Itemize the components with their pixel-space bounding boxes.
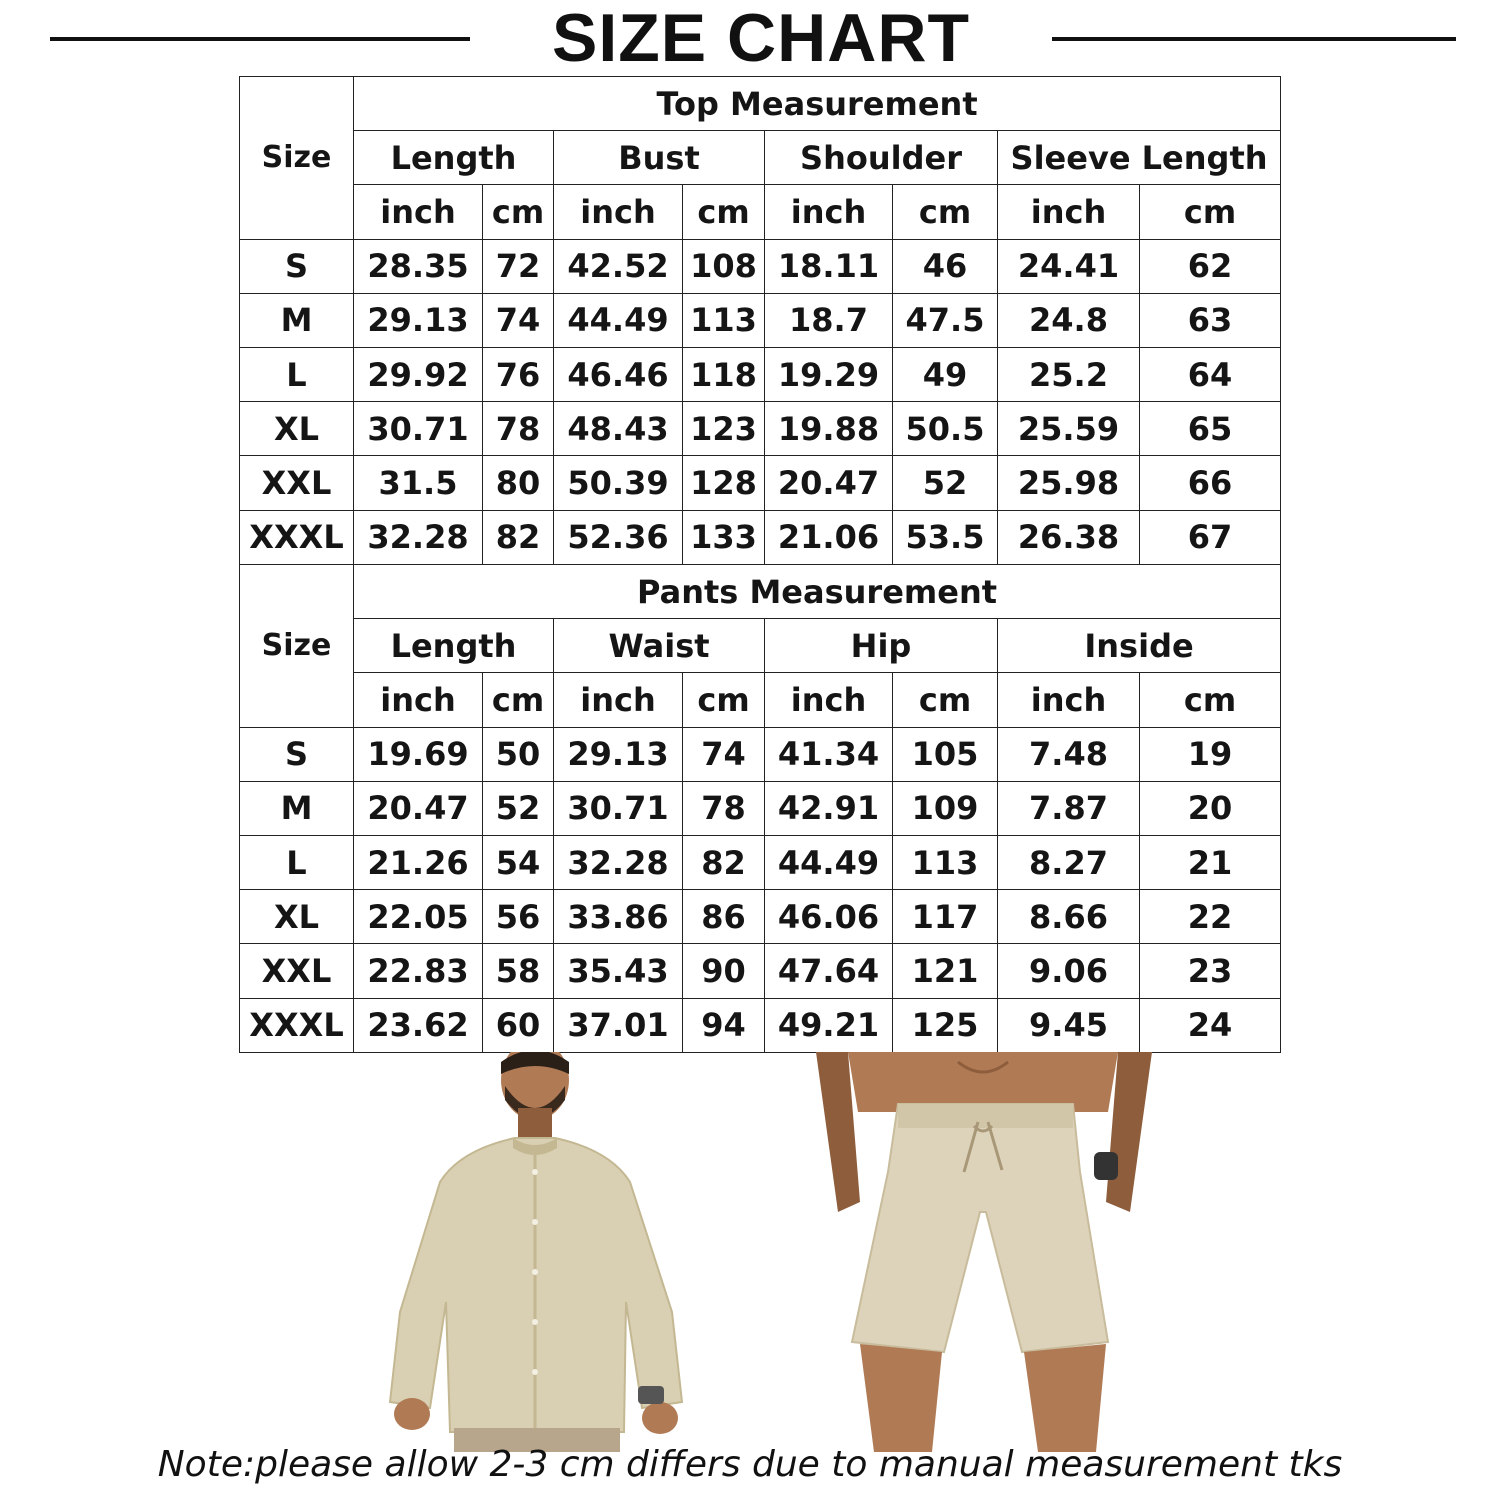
- pants-unit-header: cm: [683, 673, 765, 727]
- value-cell: 48.43: [554, 402, 683, 456]
- value-cell: 90: [683, 944, 765, 998]
- value-cell: 46.46: [554, 347, 683, 401]
- value-cell: 28.35: [354, 239, 483, 293]
- model-hand-left: [394, 1398, 430, 1430]
- size-cell: XXXL: [240, 998, 354, 1052]
- pants-unit-header: cm: [893, 673, 998, 727]
- title-rule-right: [1052, 37, 1456, 41]
- value-cell: 32.28: [554, 835, 683, 889]
- value-cell: 117: [893, 890, 998, 944]
- top-unit-header: inch: [998, 185, 1140, 239]
- pants-unit-header: inch: [354, 673, 483, 727]
- pants-unit-header: inch: [765, 673, 893, 727]
- top-unit-header: cm: [483, 185, 554, 239]
- value-cell: 30.71: [354, 402, 483, 456]
- value-cell: 44.49: [554, 293, 683, 347]
- value-cell: 50: [483, 727, 554, 781]
- value-cell: 52: [483, 781, 554, 835]
- table-row: [240, 781, 1281, 835]
- top-unit-header: cm: [893, 185, 998, 239]
- value-cell: 94: [683, 998, 765, 1052]
- value-cell: 52: [893, 456, 998, 510]
- value-cell: 25.98: [998, 456, 1140, 510]
- shirt-button: [532, 1219, 538, 1225]
- value-cell: 7.87: [998, 781, 1140, 835]
- value-cell: 67: [1140, 510, 1281, 564]
- top-measure-header: Bust: [554, 131, 765, 185]
- value-cell: 50.39: [554, 456, 683, 510]
- value-cell: 25.2: [998, 347, 1140, 401]
- value-cell: 29.13: [354, 293, 483, 347]
- value-cell: 123: [683, 402, 765, 456]
- value-cell: 78: [683, 781, 765, 835]
- value-cell: 22.05: [354, 890, 483, 944]
- value-cell: 42.91: [765, 781, 893, 835]
- table-row: [240, 347, 1281, 401]
- table-row: [240, 944, 1281, 998]
- value-cell: 58: [483, 944, 554, 998]
- model-leg-right: [1024, 1344, 1106, 1452]
- value-cell: 20.47: [765, 456, 893, 510]
- size-cell: L: [240, 835, 354, 889]
- value-cell: 26.38: [998, 510, 1140, 564]
- value-cell: 21.26: [354, 835, 483, 889]
- top-size-header: Size: [240, 77, 354, 240]
- value-cell: 47.5: [893, 293, 998, 347]
- table-row: [240, 890, 1281, 944]
- value-cell: 54: [483, 835, 554, 889]
- pants-measure-header: Waist: [554, 619, 765, 673]
- value-cell: 60: [483, 998, 554, 1052]
- table-row: [240, 510, 1281, 564]
- value-cell: 8.66: [998, 890, 1140, 944]
- title-bar: [0, 0, 1500, 76]
- value-cell: 31.5: [354, 456, 483, 510]
- value-cell: 108: [683, 239, 765, 293]
- value-cell: 9.06: [998, 944, 1140, 998]
- value-cell: 133: [683, 510, 765, 564]
- value-cell: 37.01: [554, 998, 683, 1052]
- value-cell: 86: [683, 890, 765, 944]
- value-cell: 20.47: [354, 781, 483, 835]
- value-cell: 35.43: [554, 944, 683, 998]
- size-cell: L: [240, 347, 354, 401]
- pants-measurement-table: [239, 564, 1281, 1053]
- value-cell: 109: [893, 781, 998, 835]
- pants-unit-header: inch: [998, 673, 1140, 727]
- size-cell: XXL: [240, 456, 354, 510]
- value-cell: 82: [483, 510, 554, 564]
- top-measure-header: Shoulder: [765, 131, 998, 185]
- pants-unit-header: inch: [554, 673, 683, 727]
- value-cell: 74: [683, 727, 765, 781]
- value-cell: 18.7: [765, 293, 893, 347]
- pants-measure-header: Inside: [998, 619, 1281, 673]
- value-cell: 42.52: [554, 239, 683, 293]
- value-cell: 18.11: [765, 239, 893, 293]
- value-cell: 23: [1140, 944, 1281, 998]
- value-cell: 20: [1140, 781, 1281, 835]
- pants-measure-header: Length: [354, 619, 554, 673]
- value-cell: 118: [683, 347, 765, 401]
- value-cell: 62: [1140, 239, 1281, 293]
- value-cell: 25.59: [998, 402, 1140, 456]
- value-cell: 76: [483, 347, 554, 401]
- top-measurement-table: [239, 76, 1281, 565]
- page-title: SIZE CHART: [552, 0, 970, 76]
- top-unit-header: cm: [1140, 185, 1281, 239]
- pants-unit-header: cm: [483, 673, 554, 727]
- title-rule-left: [50, 37, 470, 41]
- value-cell: 44.49: [765, 835, 893, 889]
- value-cell: 65: [1140, 402, 1281, 456]
- table-row: [240, 456, 1281, 510]
- top-unit-header: inch: [765, 185, 893, 239]
- table-row: [240, 998, 1281, 1052]
- value-cell: 22: [1140, 890, 1281, 944]
- value-cell: 49.21: [765, 998, 893, 1052]
- value-cell: 64: [1140, 347, 1281, 401]
- value-cell: 41.34: [765, 727, 893, 781]
- value-cell: 19.29: [765, 347, 893, 401]
- size-cell: XL: [240, 890, 354, 944]
- value-cell: 125: [893, 998, 998, 1052]
- value-cell: 19.69: [354, 727, 483, 781]
- size-cell: S: [240, 727, 354, 781]
- table-row: [240, 835, 1281, 889]
- top-measure-header: Length: [354, 131, 554, 185]
- pants-size-header: Size: [240, 565, 354, 728]
- footnote: Note:please allow 2-3 cm differs due to manual measurement tks: [157, 1444, 1343, 1485]
- value-cell: 121: [893, 944, 998, 998]
- value-cell: 53.5: [893, 510, 998, 564]
- value-cell: 113: [893, 835, 998, 889]
- pants-measure-header: Hip: [765, 619, 998, 673]
- model-hand-right: [642, 1402, 678, 1434]
- size-cell: XL: [240, 402, 354, 456]
- value-cell: 113: [683, 293, 765, 347]
- top-section-title: Top Measurement: [354, 77, 1281, 131]
- value-cell: 46.06: [765, 890, 893, 944]
- value-cell: 32.28: [354, 510, 483, 564]
- value-cell: 19: [1140, 727, 1281, 781]
- pants-section-title: Pants Measurement: [354, 565, 1281, 619]
- size-cell: S: [240, 239, 354, 293]
- table-row: [240, 239, 1281, 293]
- value-cell: 24.41: [998, 239, 1140, 293]
- shorts-model-image: [808, 1052, 1158, 1452]
- value-cell: 29.13: [554, 727, 683, 781]
- size-cell: M: [240, 781, 354, 835]
- value-cell: 74: [483, 293, 554, 347]
- value-cell: 82: [683, 835, 765, 889]
- value-cell: 78: [483, 402, 554, 456]
- top-unit-header: inch: [354, 185, 483, 239]
- value-cell: 21.06: [765, 510, 893, 564]
- value-cell: 22.83: [354, 944, 483, 998]
- value-cell: 72: [483, 239, 554, 293]
- value-cell: 52.36: [554, 510, 683, 564]
- table-row: [240, 293, 1281, 347]
- value-cell: 63: [1140, 293, 1281, 347]
- value-cell: 24.8: [998, 293, 1140, 347]
- shirt-button: [532, 1269, 538, 1275]
- value-cell: 56: [483, 890, 554, 944]
- value-cell: 47.64: [765, 944, 893, 998]
- shirt-button: [532, 1369, 538, 1375]
- value-cell: 29.92: [354, 347, 483, 401]
- value-cell: 80: [483, 456, 554, 510]
- shorts-waistband: [898, 1104, 1073, 1128]
- value-cell: 128: [683, 456, 765, 510]
- value-cell: 49: [893, 347, 998, 401]
- value-cell: 33.86: [554, 890, 683, 944]
- value-cell: 8.27: [998, 835, 1140, 889]
- value-cell: 105: [893, 727, 998, 781]
- top-unit-header: inch: [554, 185, 683, 239]
- table-row: [240, 727, 1281, 781]
- value-cell: 50.5: [893, 402, 998, 456]
- value-cell: 24: [1140, 998, 1281, 1052]
- value-cell: 7.48: [998, 727, 1140, 781]
- top-unit-header: cm: [683, 185, 765, 239]
- top-measure-header: Sleeve Length: [998, 131, 1281, 185]
- size-cell: XXXL: [240, 510, 354, 564]
- shirt-button: [532, 1169, 538, 1175]
- shirt-model-image: [380, 1052, 690, 1452]
- value-cell: 46: [893, 239, 998, 293]
- shorts-body: [852, 1104, 1108, 1352]
- table-row: [240, 402, 1281, 456]
- value-cell: 30.71: [554, 781, 683, 835]
- value-cell: 19.88: [765, 402, 893, 456]
- shirt-button: [532, 1319, 538, 1325]
- watch-icon: [1094, 1152, 1118, 1180]
- value-cell: 23.62: [354, 998, 483, 1052]
- size-cell: XXL: [240, 944, 354, 998]
- size-cell: M: [240, 293, 354, 347]
- value-cell: 9.45: [998, 998, 1140, 1052]
- pants-unit-header: cm: [1140, 673, 1281, 727]
- value-cell: 66: [1140, 456, 1281, 510]
- watch-icon: [638, 1386, 664, 1404]
- model-leg-left: [860, 1344, 942, 1452]
- value-cell: 21: [1140, 835, 1281, 889]
